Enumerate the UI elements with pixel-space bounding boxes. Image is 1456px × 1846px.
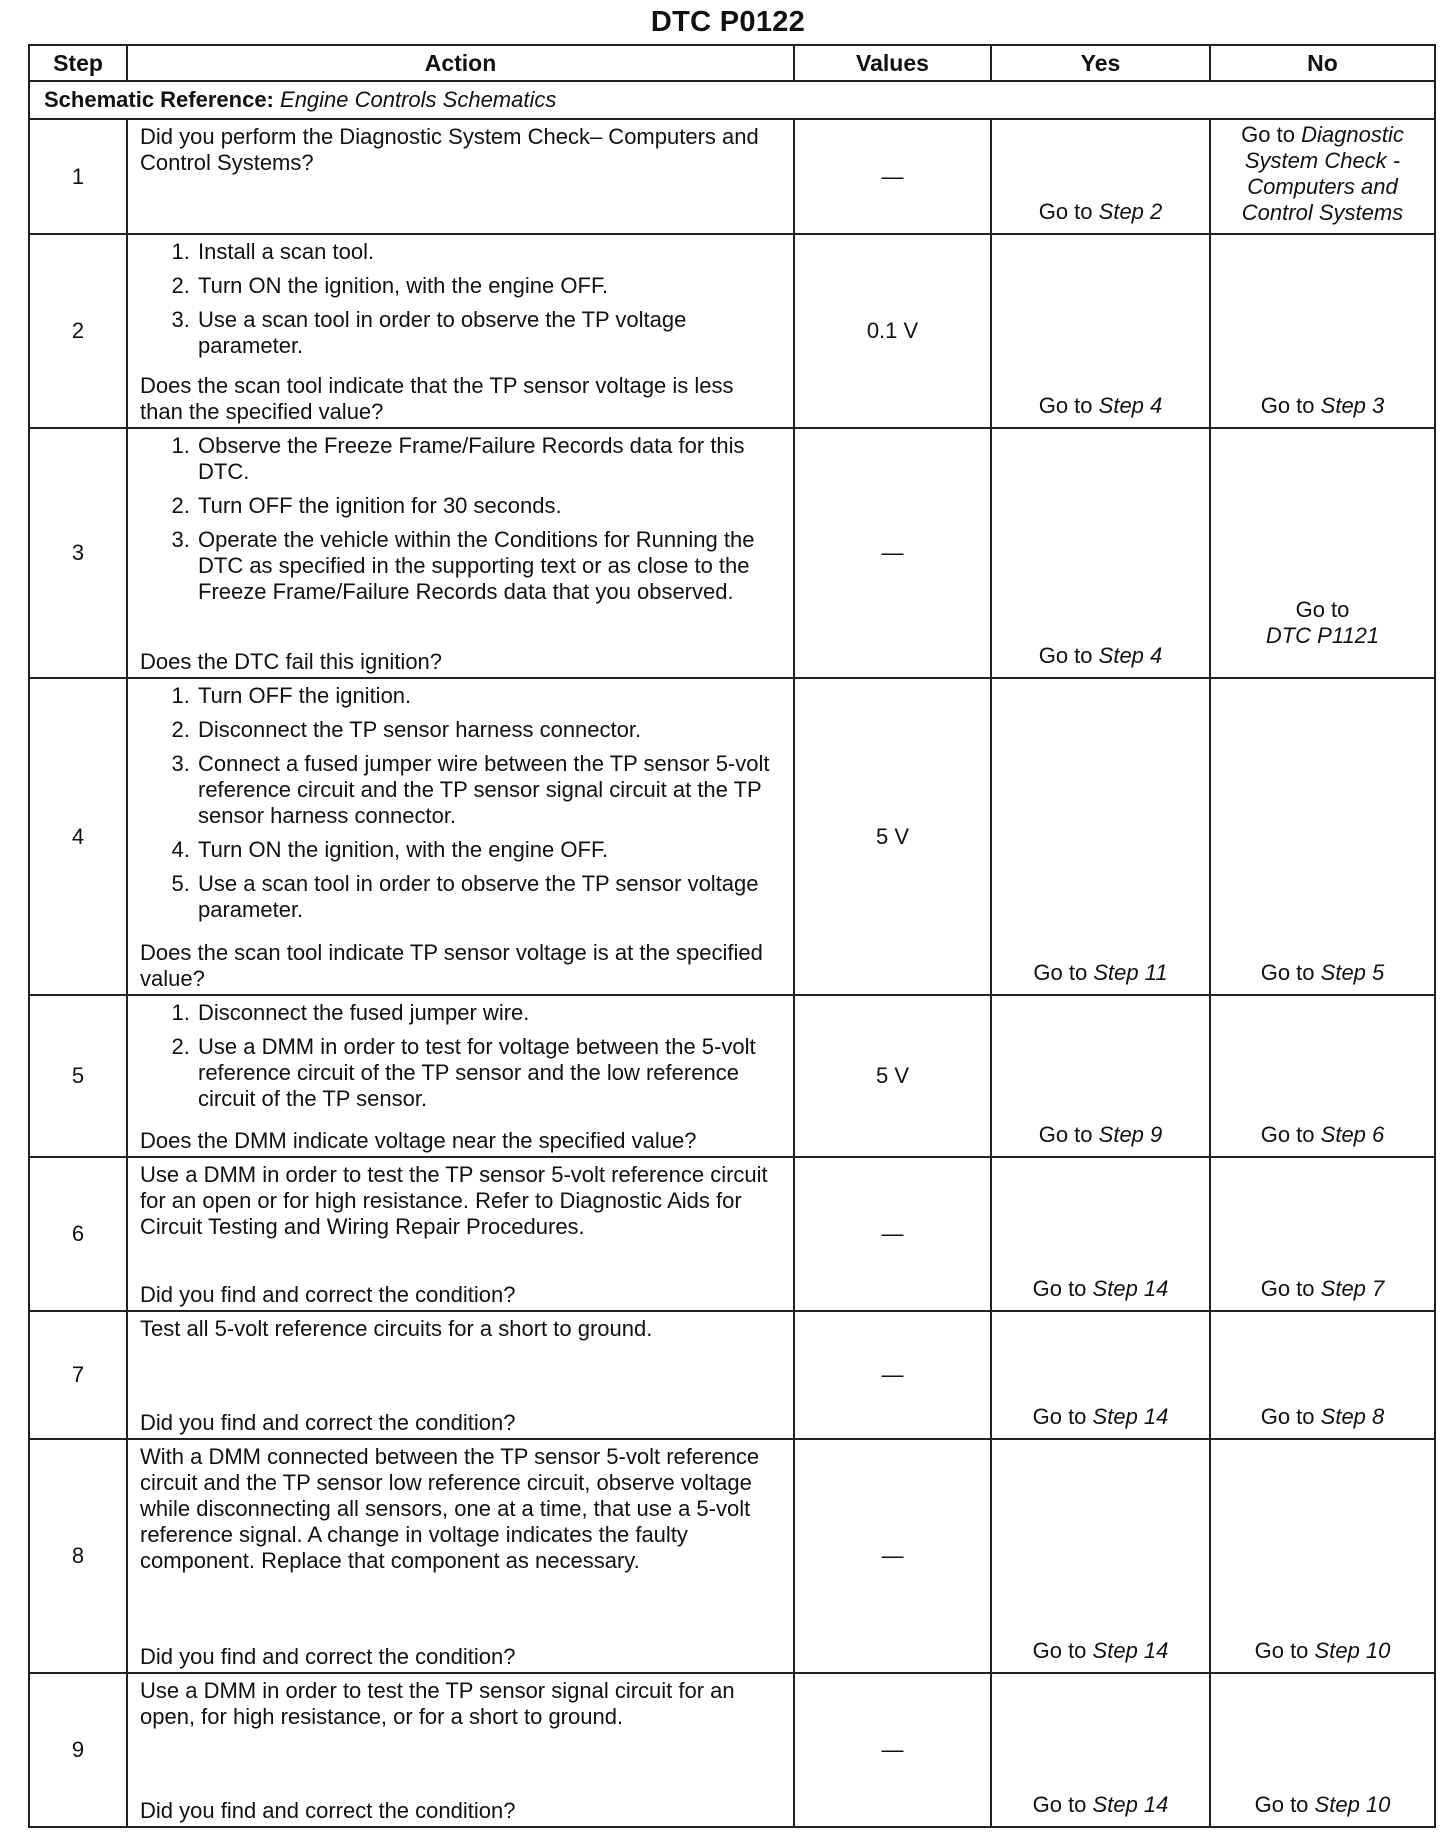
step-row [29,1439,1435,1673]
value-cell: — [794,119,991,234]
action-intro: Did you perform the Diagnostic System Check– Computers and Control Systems? [140,124,759,175]
no-target: Step 7 [1320,1276,1385,1301]
action-question: Did you find and correct the condition? [140,1282,516,1307]
step-row [29,428,1435,678]
yes-target: Step 4 [1098,393,1163,418]
step-number: 8 [29,1439,127,1673]
step-number: 9 [29,1673,127,1827]
action-question: Does the scan tool indicate that the TP sensor voltage is less than the specified value? [140,373,734,424]
action-step: 2. Disconnect the TP sensor harness connector. [196,717,781,743]
step-number: 2 [29,234,127,428]
no-target: Diagnostic System Check - Computers and Control Systems [1241,122,1404,225]
action-cell [127,1311,794,1439]
action-question: Did you find and correct the condition? [140,1410,516,1435]
action-question: Does the DTC fail this ignition? [140,649,443,674]
action-step: 1. Disconnect the fused jumper wire. [196,1000,781,1026]
step-number: 1 [29,119,127,234]
goto-label: Go to [1260,1276,1315,1301]
yes-target: Step 4 [1098,643,1163,668]
value-cell: — [794,1673,991,1827]
yes-target: Step 14 [1092,1404,1169,1429]
action-steps [140,1000,781,1120]
step-row [29,1673,1435,1827]
action-step: 2. Turn ON the ignition, with the engine OFF. [196,273,781,299]
yes-header: Yes [991,45,1210,81]
action-question: Did you find and correct the condition? [140,1644,516,1669]
step-number: 7 [29,1311,127,1439]
yes-cell [991,1311,1210,1439]
header-row [29,45,1435,81]
action-step: 5. Use a scan tool in order to observe the TP sensor voltage parameter. [196,871,781,923]
no-header: No [1210,45,1435,81]
goto-label: Go to [1295,597,1350,622]
action-intro: With a DMM connected between the TP sensor 5-volt reference circuit and the TP sensor low reference circuit, observe voltage while disconnecting all sensors, one at a time, that use a 5-volt reference signal. A change in voltage indicates the faulty component. Replace that component as necessary. [140,1444,760,1573]
dtc-table [28,44,1436,1828]
step-number: 5 [29,995,127,1157]
action-question: Does the scan tool indicate TP sensor voltage is at the specified value? [140,940,763,991]
no-cell [1210,234,1435,428]
action-cell [127,234,794,428]
step-number: 6 [29,1157,127,1311]
schematic-value: Engine Controls Schematics [280,87,557,112]
action-cell [127,995,794,1157]
action-steps [140,239,781,367]
goto-label: Go to [1032,1404,1087,1429]
action-step: 1. Observe the Freeze Frame/Failure Records data for this DTC. [196,433,781,485]
goto-label: Go to [1032,1792,1087,1817]
yes-cell [991,119,1210,234]
yes-cell [991,1673,1210,1827]
no-target: Step 6 [1320,1122,1385,1147]
schematic-reference-row [29,81,1435,119]
action-intro: Test all 5-volt reference circuits for a short to ground. [140,1316,653,1341]
goto-label: Go to [1033,960,1088,985]
goto-label: Go to [1038,393,1093,418]
no-cell [1210,428,1435,678]
goto-label: Go to [1260,960,1315,985]
action-steps [140,683,781,931]
no-cell [1210,1157,1435,1311]
no-target: Step 5 [1320,960,1385,985]
yes-target: Step 2 [1098,199,1163,224]
action-cell [127,428,794,678]
action-cell [127,119,794,234]
no-cell [1210,1311,1435,1439]
no-cell [1210,1673,1435,1827]
action-intro: Use a DMM in order to test the TP sensor 5-volt reference circuit for an open or for high resistance. Refer to Diagnostic Aids for Circuit Testing and Wiring Repair Procedures. [140,1162,768,1239]
no-target: Step 8 [1320,1404,1385,1429]
values-header: Values [794,45,991,81]
action-cell [127,1439,794,1673]
yes-target: Step 14 [1092,1638,1169,1663]
goto-label: Go to [1032,1638,1087,1663]
value-cell: — [794,1311,991,1439]
goto-label: Go to [1241,122,1295,147]
no-target: DTC P1121 [1265,623,1380,648]
goto-label: Go to [1260,1404,1315,1429]
action-intro: Use a DMM in order to test the TP sensor signal circuit for an open, for high resistance, or for a short to ground. [140,1678,735,1729]
action-step: 3. Connect a fused jumper wire between the TP sensor 5-volt reference circuit and the TP sensor signal circuit at the TP sensor harness connector. [196,751,781,829]
schematic-reference [29,81,1435,119]
goto-label: Go to [1038,643,1093,668]
yes-target: Step 9 [1098,1122,1163,1147]
action-cell [127,678,794,995]
action-step: 2. Turn OFF the ignition for 30 seconds. [196,493,781,519]
no-target: Step 3 [1320,393,1385,418]
action-steps [140,433,781,613]
action-cell [127,1157,794,1311]
action-step: 4. Turn ON the ignition, with the engine OFF. [196,837,781,863]
goto-label: Go to [1254,1638,1309,1663]
yes-target: Step 14 [1092,1792,1169,1817]
step-row [29,1157,1435,1311]
step-row [29,678,1435,995]
step-row [29,119,1435,234]
goto-label: Go to [1254,1792,1309,1817]
step-header: Step [29,45,127,81]
action-step: 3. Operate the vehicle within the Conditions for Running the DTC as specified in the supporting text or as close to the Freeze Frame/Failure Records data that you observed. [196,527,781,605]
value-cell: — [794,428,991,678]
action-question: Does the DMM indicate voltage near the specified value? [140,1128,697,1153]
goto-label: Go to [1260,1122,1315,1147]
yes-target: Step 11 [1093,960,1168,985]
step-row [29,995,1435,1157]
action-step: 1. Install a scan tool. [196,239,781,265]
page-title: DTC P0122 [650,6,806,38]
no-cell [1210,678,1435,995]
yes-cell [991,678,1210,995]
no-target: Step 10 [1314,1638,1391,1663]
goto-label: Go to [1038,199,1093,224]
step-row [29,234,1435,428]
no-cell [1210,995,1435,1157]
schematic-label: Schematic Reference: [44,87,274,112]
action-step: 1. Turn OFF the ignition. [196,683,781,709]
goto-label: Go to [1260,393,1315,418]
yes-cell [991,995,1210,1157]
no-target: Step 10 [1314,1792,1391,1817]
yes-cell [991,234,1210,428]
action-header: Action [127,45,794,81]
yes-cell [991,1157,1210,1311]
step-number: 4 [29,678,127,995]
step-number: 3 [29,428,127,678]
yes-cell [991,1439,1210,1673]
action-question: Did you find and correct the condition? [140,1798,516,1823]
yes-target: Step 14 [1092,1276,1169,1301]
goto-label: Go to [1038,1122,1093,1147]
value-cell: 5 V [794,995,991,1157]
step-row [29,1311,1435,1439]
value-cell: 0.1 V [794,234,991,428]
action-cell [127,1673,794,1827]
no-cell [1210,1439,1435,1673]
action-step: 2. Use a DMM in order to test for voltage between the 5-volt reference circuit of the TP sensor and the low reference circuit of the TP sensor. [196,1034,781,1112]
action-step: 3. Use a scan tool in order to observe the TP voltage parameter. [196,307,781,359]
goto-label: Go to [1032,1276,1087,1301]
value-cell: — [794,1157,991,1311]
yes-cell [991,428,1210,678]
value-cell: 5 V [794,678,991,995]
no-cell [1210,119,1435,234]
value-cell: — [794,1439,991,1673]
